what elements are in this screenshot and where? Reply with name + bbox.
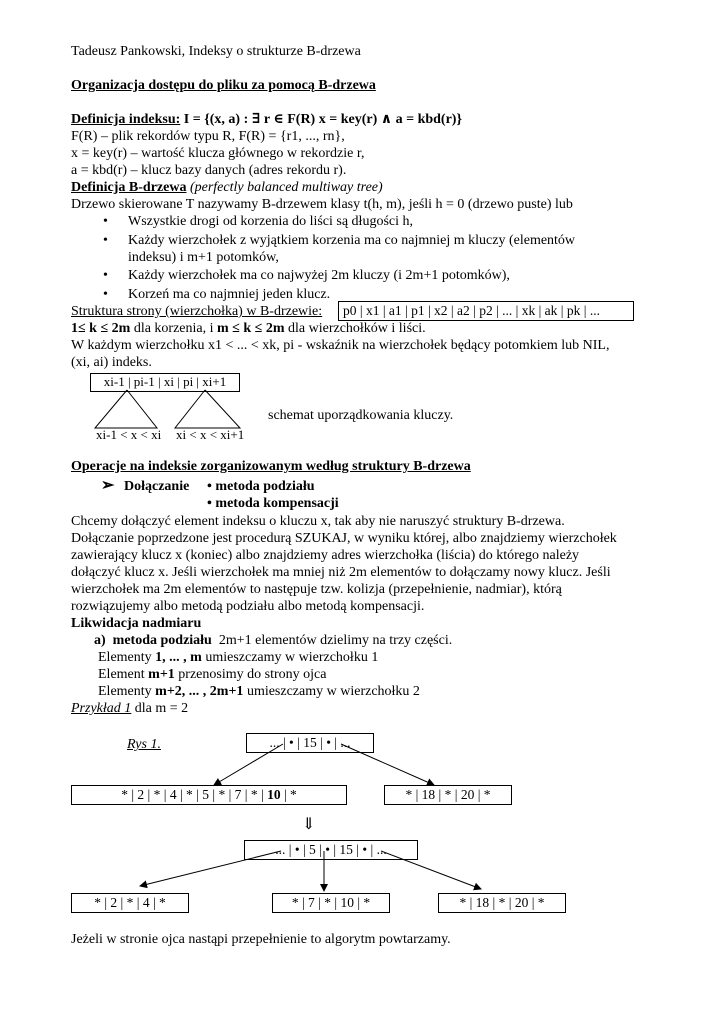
fig2-node-3: * | 18 | * | 20 | * bbox=[438, 893, 566, 913]
overflow-item-label: a) bbox=[94, 633, 106, 648]
bullet-item-continued: indeksu) i m+1 potomków, bbox=[128, 250, 279, 265]
bullet-item: Korzeń ma co najmniej jeden klucz. bbox=[128, 287, 331, 302]
bullet-item: Każdy wierzchołek ma co najwyżej 2m kluczy (i 2m+1 potomków), bbox=[128, 268, 510, 283]
bullet-item: Każdy wierzchołek z wyjątkiem korzenia ma co najmniej m kluczy (elementów bbox=[128, 233, 576, 248]
constraint-nodes: m ≤ k ≤ 2m bbox=[217, 321, 285, 336]
bullet-icon: • bbox=[103, 214, 108, 229]
paragraph-line: rozwiązujemy albo metodą podziału albo metodą kompensacji. bbox=[71, 599, 425, 614]
fig1-arrow-left bbox=[214, 744, 283, 785]
constraint-text: dla korzenia, i bbox=[130, 321, 218, 336]
fig1-arrow-right bbox=[341, 744, 434, 785]
definition-btree-note: (perfectly balanced multiway tree) bbox=[189, 180, 383, 195]
overflow-item-title: metoda podziału bbox=[112, 633, 212, 648]
fig1-right-node: * | 18 | * | 20 | * bbox=[384, 785, 512, 805]
structure-label-text: Struktura strony (wierzchołka) w B-drzewie: bbox=[71, 304, 323, 319]
method-2: • metoda kompensacji bbox=[207, 496, 339, 511]
figure-label: Rys 1. bbox=[127, 737, 161, 752]
paragraph-line: Chcemy dołączyć element indeksu o kluczu x, tak aby nie naruszyć struktury B-drzewa. bbox=[71, 514, 565, 529]
schema-caption: schemat uporządkowania kluczy. bbox=[268, 408, 454, 423]
schema-left-range: xi-1 < x < xi bbox=[96, 427, 162, 442]
bullet-icon: • bbox=[103, 233, 108, 248]
fig2-node-2: * | 7 | * | 10 | * bbox=[272, 893, 390, 913]
example-label-text: Przykład 1 bbox=[71, 701, 132, 716]
overflow-title: Likwidacja nadmiaru bbox=[71, 616, 202, 631]
overflow-step-1: Elementy 1, ... , m umieszczamy w wierzchołku 1 bbox=[98, 650, 379, 665]
document-header: Tadeusz Pankowski, Indeksy o strukturze B-drzewa bbox=[71, 44, 361, 59]
bullet-icon: • bbox=[103, 268, 108, 283]
paragraph-line: zawierający klucz x (koniec) albo znajdziemy adres wierzchołka (liścia) do którego należy bbox=[71, 548, 580, 563]
definition-btree-label: Definicja B-drzewa bbox=[71, 180, 187, 195]
overflow-step-2: Element m+1 przenosimy do strony ojca bbox=[98, 667, 327, 682]
definition-index-label: Definicja indeksu: bbox=[71, 112, 181, 127]
paragraph-line: Dołączanie poprzedzone jest procedurą SZUKAJ, w wyniku której, albo znajdziemy wierzchołek bbox=[71, 531, 617, 546]
example-label-rest: dla m = 2 bbox=[131, 701, 189, 716]
paragraph-line: wierzchołek ma 2m elementów to następuje tzw. kolizja (przepełnienie, nadmiar), którą bbox=[71, 582, 562, 597]
constraint-root: 1≤ k ≤ 2m bbox=[71, 321, 131, 336]
fig2-node-1: * | 2 | * | 4 | * bbox=[71, 893, 189, 913]
page-structure-box: p0 | x1 | a1 | p1 | x2 | a2 | p2 | ... | xk | ak | pk | ... bbox=[338, 301, 634, 321]
method-2-text: metoda kompensacji bbox=[215, 496, 339, 511]
schema-left-triangle bbox=[95, 390, 157, 428]
down-double-arrow-icon: ⇓ bbox=[302, 816, 316, 833]
fig2-arrow-left bbox=[140, 851, 281, 886]
paragraph-line: dołączyć klucz x. Jeśli wierzchołek ma mniej niż 2m elementów to dołączamy nowy klucz. Jeśli bbox=[71, 565, 611, 580]
definition-btree-intro: Drzewo skierowane T nazywamy B-drzewem klasy t(h, m), jeśli h = 0 (drzewo puste) lub bbox=[71, 197, 573, 212]
bullet-icon: • bbox=[103, 287, 108, 302]
fig1-left-node: * | 2 | * | 4 | * | 5 | * | 7 | * | 10 | * bbox=[71, 785, 347, 805]
fig1-root-node: ... | • | 15 | • | ... bbox=[246, 733, 374, 753]
section-title-organizacja: Organizacja dostępu do pliku za pomocą B-drzewa bbox=[71, 78, 376, 93]
bullet-item: Wszystkie drogi od korzenia do liści są długości h, bbox=[128, 214, 413, 229]
footer-text: Jeżeli w stronie ojca nastąpi przepełnienie to algorytm powtarzamy. bbox=[71, 932, 451, 947]
overflow-step-3: Elementy m+2, ... , 2m+1 umieszczamy w wierzchołku 2 bbox=[98, 684, 420, 699]
definition-line: x = key(r) – wartość klucza głównego w rekordzie r, bbox=[71, 146, 365, 161]
structure-line: (xi, ai) indeks. bbox=[71, 355, 152, 370]
ops-label: Dołączanie bbox=[124, 479, 190, 494]
section-title-operacje: Operacje na indeksie zorganizowanym według struktury B-drzewa bbox=[71, 459, 471, 474]
arrow-bullet-icon: ➢ bbox=[101, 477, 115, 494]
overflow-item-text: 2m+1 elementów dzielimy na trzy części. bbox=[218, 633, 453, 648]
method-1: • metoda podziału bbox=[207, 479, 315, 494]
structure-line: W każdym wierzchołku x1 < ... < xk, pi - wskaźnik na wierzchołek będący potomkiem lub NIL, bbox=[71, 338, 610, 353]
schema-box: xi-1 | pi-1 | xi | pi | xi+1 bbox=[90, 373, 240, 392]
fig2-root-node: ... | • | 5 | • | 15 | • | ... bbox=[244, 840, 418, 860]
schema-right-triangle bbox=[175, 390, 240, 428]
method-1-text: metoda podziału bbox=[215, 479, 315, 494]
constraint-text-end: dla wierzchołków i liści. bbox=[284, 321, 426, 336]
schema-right-range: xi < x < xi+1 bbox=[176, 427, 245, 442]
fig2-arrow-right bbox=[381, 851, 481, 889]
definition-line: F(R) – plik rekordów typu R, F(R) = {r1, ..., rn}, bbox=[71, 129, 345, 144]
definition-index-formula: I = {(x, a) : ∃ r ∈ F(R) x = key(r) ∧ a = kbd(r)} bbox=[183, 112, 462, 127]
definition-line: a = kbd(r) – klucz bazy danych (adres rekordu r). bbox=[71, 163, 347, 178]
